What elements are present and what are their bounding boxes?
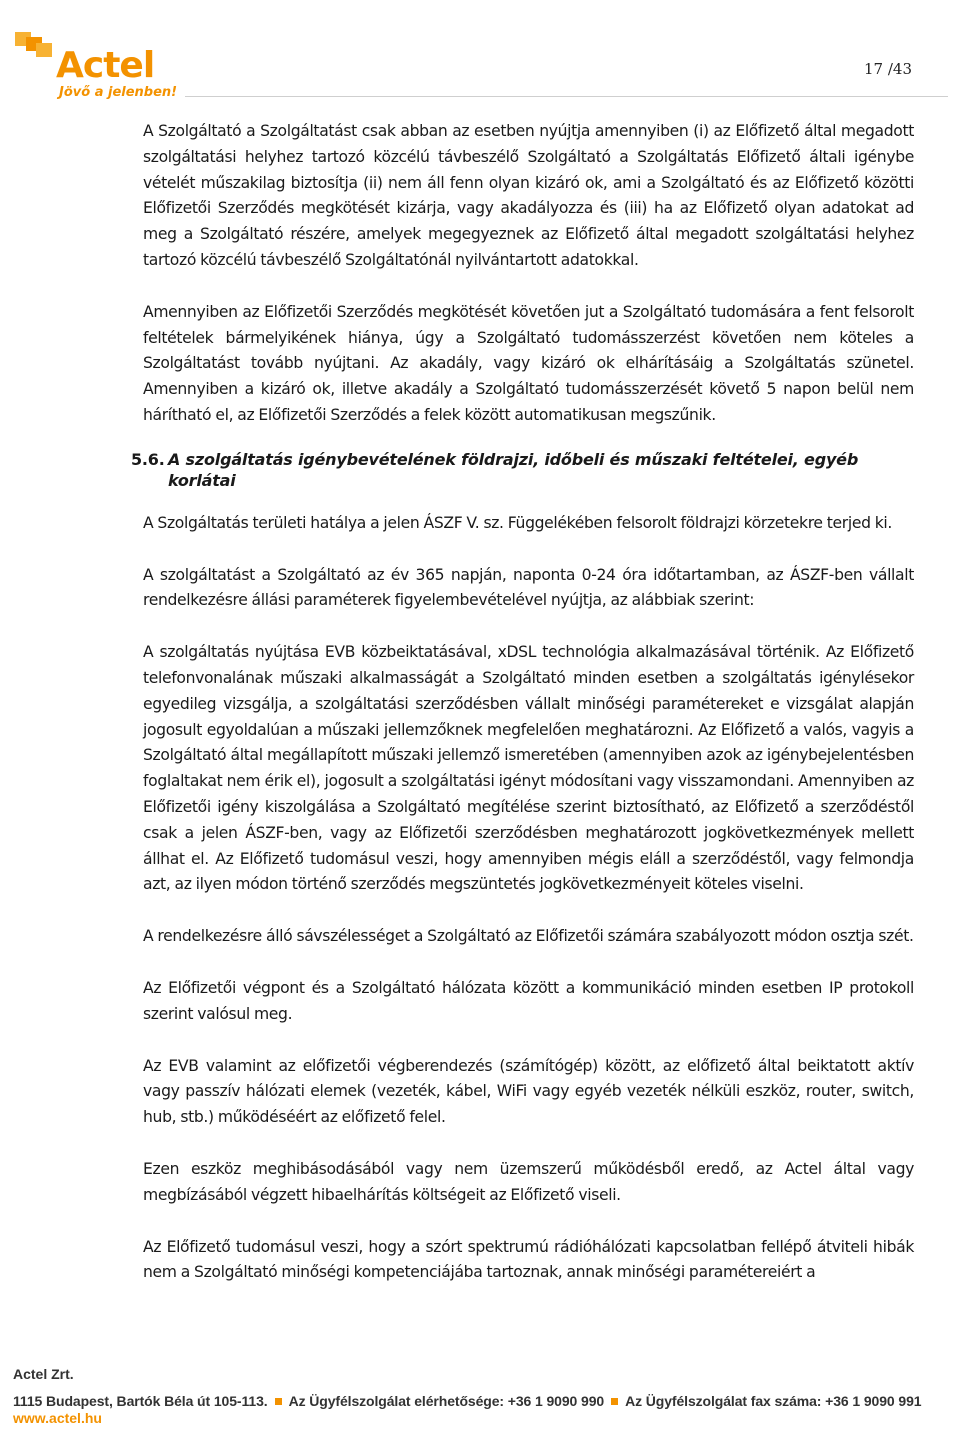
footer-phone: Az Ügyfélszolgálat elérhetősége: +36 1 9090 990 xyxy=(288,1393,605,1409)
footer-fax: Az Ügyfélszolgálat fax száma: +36 1 9090 991 xyxy=(625,1393,922,1409)
footer-address: 1115 Budapest, Bartók Béla út 105-113. xyxy=(13,1393,268,1409)
paragraph: Ezen eszköz meghibásodásából vagy nem üzemszerű működésből eredő, az Actel által vagy megbízásából végzett hibaelhárítás költségeit az Előfizető viseli. xyxy=(143,1159,914,1204)
paragraph: A Szolgáltató a Szolgáltatást csak abban az esetben nyújtja amennyiben (i) az Előfizető által megadott szolgáltatási helyhez tartozó közcélú távbeszélő Szolgáltató a Szolgáltatás Előfizető általi igénybe vételét műszakilag biztosítja (ii) nem áll fenn olyan kizáró ok, ami a Szolgáltató és az Előfizető közötti Előfizetői Szerződés megkötését kizárja, vagy akadályozza és (iii) ha az Előfizető olyan adatokat ad meg a Szolgáltató részére, amelyek megegyeznek az Előfizető által megadott szolgáltatási helyhez tartozó közcélú távbeszélő Szolgáltatónál nyilvántartott adatokkal. xyxy=(143,122,914,269)
footer-company: Actel Zrt. xyxy=(13,1366,74,1382)
footer-contact-line xyxy=(13,1393,921,1409)
logo-wordmark: Actel xyxy=(56,45,155,86)
actel-logo xyxy=(12,26,187,104)
paragraph: A szolgáltatást a Szolgáltató az év 365 napján, naponta 0-24 óra időtartamban, az ÁSZF-ben vállalt rendelkezésre állási paraméterek figyelembevételével nyújtja, az alábbiak szerint: xyxy=(143,565,914,610)
paragraph: A rendelkezésre álló sávszélességet a Szolgáltató az Előfizetői számára szabályozott módon osztja szét. xyxy=(143,927,914,946)
paragraph: Az EVB valamint az előfizetői végberendezés (számítógép) között, az előfizető által beiktatott aktív vagy passzív hálózati elemek (vezeték, kábel, WiFi vagy egyéb vezeték nélküli eszköz, router, switch, hub, stb.) működéséért az előfizető felel. xyxy=(143,1056,914,1127)
paragraph: Az Előfizetői végpont és a Szolgáltató hálózata között a kommunikáció minden esetben IP protokoll szerint valósul meg. xyxy=(143,978,914,1023)
logo-tagline: Jövő a jelenben! xyxy=(59,85,178,100)
document-body xyxy=(131,119,914,1286)
footer-website-link[interactable]: www.actel.hu xyxy=(13,1410,102,1426)
section-title: A szolgáltatás igénybevételének földrajzi, időbeli és műszaki feltételei, egyéb korlátai xyxy=(168,449,859,490)
page-footer xyxy=(13,1366,921,1426)
paragraph: A szolgáltatás nyújtása EVB közbeiktatásával, xDSL technológia alkalmazásával történik. Az Előfizető telefonvonalának műszaki alkalmasságát a Szolgáltató minden esetben a szolgáltatás igénylésekor egyedileg vizsgálja, a szolgáltatási szerződésben vállalt minőségi paramétereket e vizsgálat alapján jogosult egyoldalúan a műszaki jellemzőknek megfelelően meghatározni. Az Előfizető a valós, vagyis a Szolgáltató által megállapított műszaki jellemző ismeretében (amennyiben azok az igénybejelentésben foglaltakat nem érik el), jogosult a szolgáltatási igényt módosítani vagy visszamondani. Amennyiben az Előfizetői igény kiszolgálása a Szolgáltató megítélése szerint biztosítható, az Előfizető a szerződéstől csak a jelen ÁSZF-ben, vagy az Előfizetői szerződésben meghatározott jogkövetkezmények mellett állhat el. Az Előfizető tudomásul veszi, hogy amennyiben mégis eláll a szerződéstől, vagy felmondja azt, az ilyen módon történő szerződés megszüntetés jogkövetkezményeit köteles viselni. xyxy=(143,643,914,894)
section-heading xyxy=(131,449,902,491)
bullet-square-icon xyxy=(275,1398,282,1405)
page-number: 17 /43 xyxy=(864,60,912,78)
bullet-square-icon xyxy=(611,1398,618,1405)
paragraph: Az Előfizető tudomásul veszi, hogy a szórt spektrumú rádióhálózati kapcsolatban fellépő átviteli hibák nem a Szolgáltató minőségi kompetenciájába tartoznak, annak minőségi paramétereiért a xyxy=(143,1237,914,1282)
section-number: 5.6. xyxy=(131,449,165,469)
paragraph: A Szolgáltatás területi hatálya a jelen ÁSZF V. sz. Függelékében felsorolt földrajzi körzetekre terjed ki. xyxy=(143,513,893,532)
header-divider xyxy=(185,96,948,97)
paragraph: Amennyiben az Előfizetői Szerződés megkötését követően jut a Szolgáltató tudomására a fent felsorolt feltételek bármelyikének hiánya, úgy a Szolgáltató tudomásszerzést követően nem köteles a Szolgáltatást tovább nyújtani. Az akadály, vagy kizáró ok elhárításáig a Szolgáltatás szünetel. Amennyiben a kizáró ok, illetve akadály a Szolgáltató tudomásszerzését követő 5 napon belül nem hárítható el, az Előfizetői Szerződés a felek között automatikusan megszűnik. xyxy=(143,302,914,424)
